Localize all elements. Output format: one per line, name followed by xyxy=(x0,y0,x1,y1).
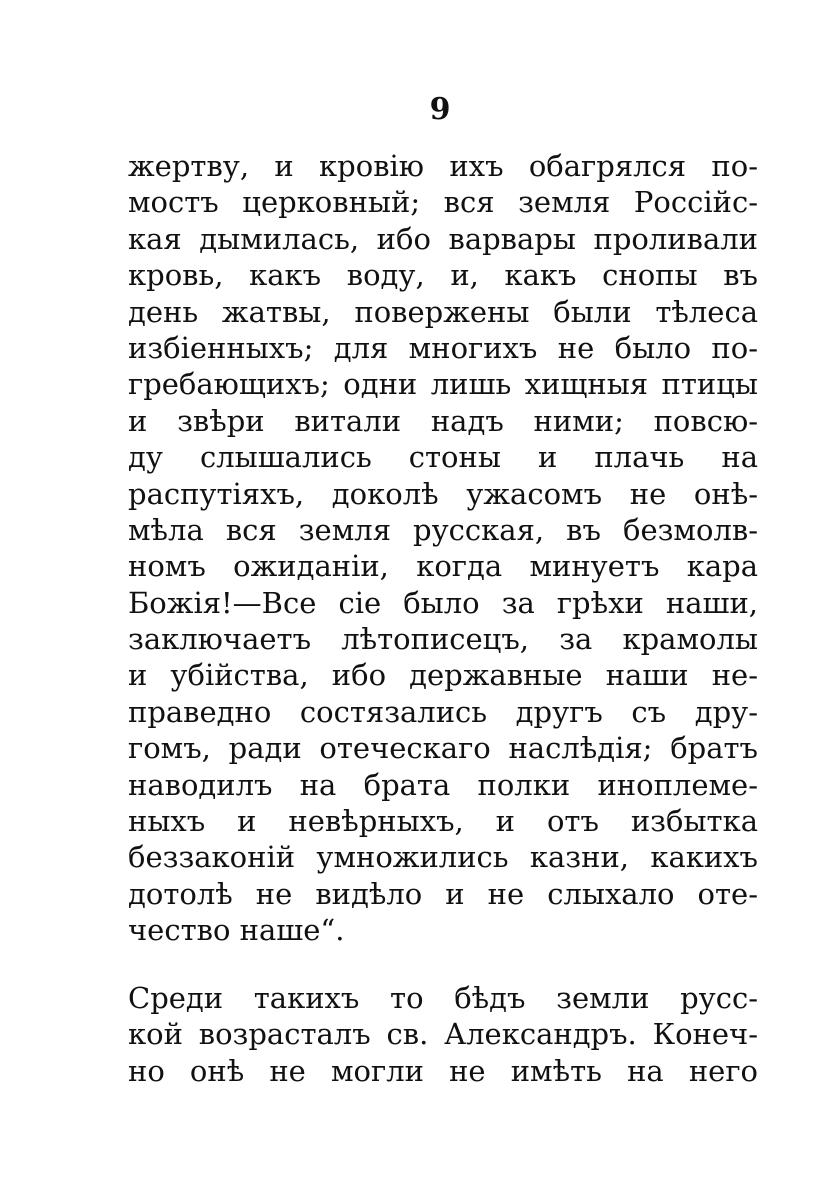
text-line: Божія!—Все сіе было за грѣхи наши, xyxy=(128,585,758,620)
text-line: заключаетъ лѣтописецъ, за крамолы xyxy=(128,622,758,657)
paragraph-2 xyxy=(128,980,758,1089)
text-line: чество наше“. xyxy=(128,913,345,948)
text-line: дотолѣ не видѣло и не слыхало оте- xyxy=(128,876,758,911)
text-line: но онѣ не могли не имѣть на него xyxy=(128,1053,758,1088)
text-line: ду слышались стоны и плачь на xyxy=(128,440,758,475)
page-number: 9 xyxy=(429,92,451,127)
text-line: и звѣри витали надъ ними; повсю- xyxy=(128,403,758,438)
text-line: гребающихъ; одни лишь хищныя птицы xyxy=(128,367,758,402)
text-line: и убійства, ибо державные наши не- xyxy=(128,658,758,693)
text-line: избіенныхъ; для многихъ не было по- xyxy=(128,330,758,365)
text-line: беззаконій умножились казни, какихъ xyxy=(128,840,758,875)
text-line: день жатвы, повержены были тѣлеса xyxy=(128,294,758,329)
text-line: мостъ церковный; вся земля Россійс- xyxy=(128,185,758,220)
text-line: кровь, какъ воду, и, какъ снопы въ xyxy=(128,258,758,293)
text-line: праведно состязались другъ съ дру- xyxy=(128,694,758,729)
text-line: кая дымилась, ибо варвары проливали xyxy=(128,221,758,256)
text-line: гомъ, ради отеческаго наслѣдія; братъ xyxy=(128,731,758,766)
text-line: мѣла вся земля русская, въ безмолв- xyxy=(128,512,758,547)
text-line: номъ ожиданіи, когда минуетъ кара xyxy=(128,549,758,584)
paragraph-1 xyxy=(128,148,758,949)
text-line: Среди такихъ то бѣдъ земли русс- xyxy=(128,981,758,1015)
text-line: наводилъ на брата полки иноплеме- xyxy=(128,767,758,802)
text-line: ныхъ и невѣрныхъ, и отъ избытка xyxy=(128,804,758,839)
text-line: распутіяхъ, доколѣ ужасомъ не онѣ- xyxy=(128,476,758,511)
text-line: кой возрасталъ св. Александръ. Конеч- xyxy=(128,1017,758,1052)
text-line: жертву, и кровію ихъ обагрялся по- xyxy=(128,149,758,183)
